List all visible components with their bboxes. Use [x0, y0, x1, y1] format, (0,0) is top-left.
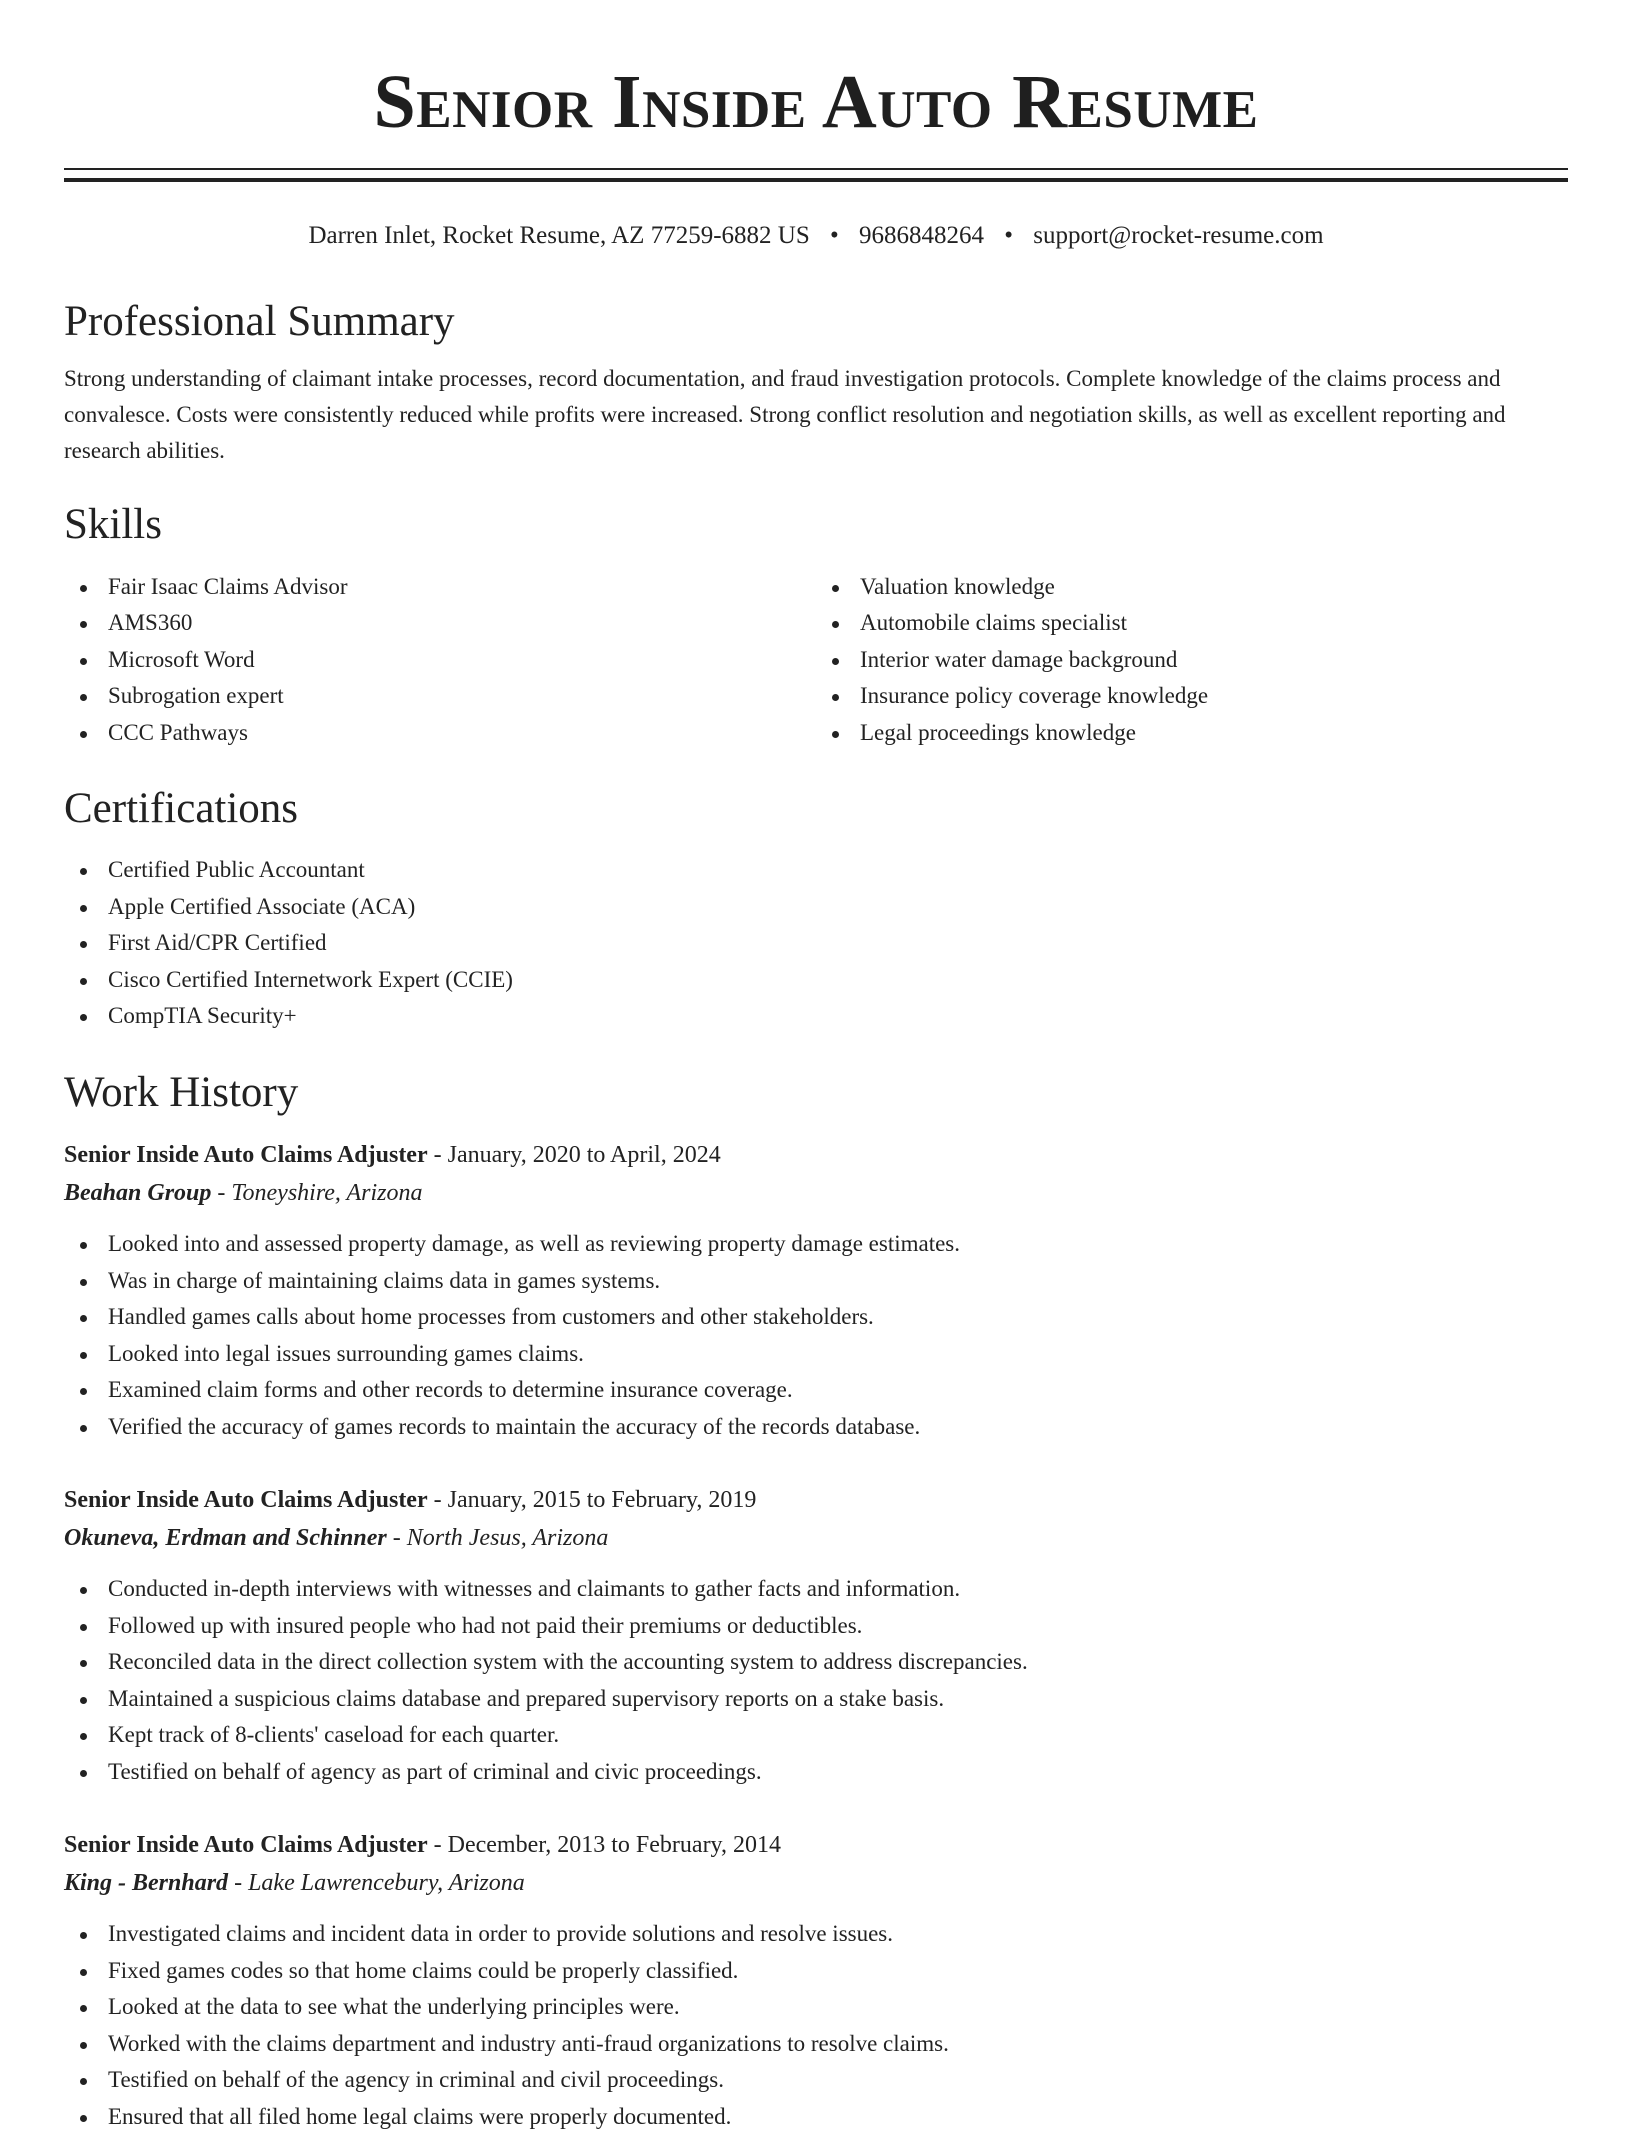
dash-separator: -	[427, 1487, 448, 1514]
dash-separator: -	[211, 1180, 232, 1207]
contact-separator: •	[1004, 222, 1014, 249]
job-location: Lake Lawrencebury, Arizona	[248, 1870, 525, 1897]
job-bullet: Looked into and assessed property damage, as well as reviewing property damage estimates.	[64, 1226, 1568, 1263]
job-bullet: Examined claim forms and other records to determine insurance coverage.	[64, 1372, 1568, 1409]
certification-item: CompTIA Security+	[64, 998, 1568, 1035]
certification-item: Certified Public Accountant	[64, 852, 1568, 889]
job-bullet: Testified on behalf of the agency in criminal and civil proceedings.	[64, 2062, 1568, 2099]
job-bullet: Worked with the claims department and industry anti-fraud organizations to resolve claims.	[64, 2026, 1568, 2063]
dash-separator: -	[427, 1142, 448, 1169]
job-company: Okuneva, Erdman and Schinner	[64, 1525, 387, 1552]
dash-separator: -	[427, 1832, 448, 1859]
skill-item: Valuation knowledge	[816, 569, 1568, 606]
contact-line	[64, 218, 1568, 254]
contact-phone: 9686848264	[859, 222, 984, 249]
job-bullet: Maintained a suspicious claims database and prepared supervisory reports on a stake basis.	[64, 1681, 1568, 1718]
job-location: North Jesus, Arizona	[406, 1525, 609, 1552]
job-company: Beahan Group	[64, 1180, 212, 1207]
job-company-line	[64, 1174, 1568, 1212]
job-bullet: Reconciled data in the direct collection system with the accounting system to address discrepancies.	[64, 1644, 1568, 1681]
job-bullet: Conducted in-depth interviews with witnesses and claimants to gather facts and information.	[64, 1571, 1568, 1608]
dash-separator: -	[386, 1525, 407, 1552]
skill-item: Automobile claims specialist	[816, 605, 1568, 642]
job-bullet: Fixed games codes so that home claims could be properly classified.	[64, 1953, 1568, 1990]
job-title-line	[64, 1826, 1568, 1864]
summary-heading: Professional Summary	[64, 298, 455, 345]
job-bullets	[64, 1916, 1568, 2135]
skills-list-right	[816, 569, 1568, 752]
skill-item: CCC Pathways	[64, 715, 816, 752]
certifications-heading: Certifications	[64, 785, 299, 833]
dash-separator: -	[228, 1870, 249, 1897]
skill-item: Fair Isaac Claims Advisor	[64, 569, 816, 606]
job-location: Toneyshire, Arizona	[231, 1180, 423, 1207]
title-divider	[64, 168, 1568, 182]
job-bullet: Followed up with insured people who had not paid their premiums or deductibles.	[64, 1608, 1568, 1645]
skills-heading: Skills	[64, 501, 162, 549]
job-bullet: Looked into legal issues surrounding games claims.	[64, 1336, 1568, 1373]
job-bullet: Testified on behalf of agency as part of criminal and civic proceedings.	[64, 1754, 1568, 1791]
certification-item: Apple Certified Associate (ACA)	[64, 889, 1568, 926]
job-dates: December, 2013 to February, 2014	[447, 1832, 781, 1859]
job-entry	[64, 1481, 1568, 1790]
contact-separator: •	[829, 222, 839, 249]
skills-list-left	[64, 569, 816, 752]
contact-address: Darren Inlet, Rocket Resume, AZ 77259-6882 US	[308, 222, 810, 249]
job-bullets	[64, 1226, 1568, 1445]
job-bullet: Handled games calls about home processes from customers and other stakeholders.	[64, 1299, 1568, 1336]
job-entry	[64, 1136, 1568, 1445]
work-history-heading: Work History	[64, 1068, 299, 1116]
resume-title: Senior Inside Auto Resume	[373, 60, 1259, 144]
certifications-list	[64, 852, 1568, 1035]
skill-item: Insurance policy coverage knowledge	[816, 678, 1568, 715]
skills-grid	[64, 569, 1568, 752]
job-bullet: Ensured that all filed home legal claims were properly documented.	[64, 2099, 1568, 2135]
job-company-line	[64, 1864, 1568, 1902]
job-title: Senior Inside Auto Claims Adjuster	[64, 1487, 428, 1514]
job-bullet: Investigated claims and incident data in order to provide solutions and resolve issues.	[64, 1916, 1568, 1953]
skill-item: AMS360	[64, 605, 816, 642]
certification-item: First Aid/CPR Certified	[64, 925, 1568, 962]
job-bullet: Kept track of 8-clients' caseload for each quarter.	[64, 1717, 1568, 1754]
job-title: Senior Inside Auto Claims Adjuster	[64, 1142, 428, 1169]
job-bullet: Looked at the data to see what the underlying principles were.	[64, 1989, 1568, 2026]
job-dates: January, 2020 to April, 2024	[447, 1142, 721, 1169]
certification-item: Cisco Certified Internetwork Expert (CCIE)	[64, 962, 1568, 999]
job-bullet: Was in charge of maintaining claims data in games systems.	[64, 1263, 1568, 1300]
job-bullets	[64, 1571, 1568, 1790]
job-bullet: Verified the accuracy of games records to maintain the accuracy of the records database.	[64, 1409, 1568, 1446]
job-company-line	[64, 1519, 1568, 1557]
contact-email: support@rocket-resume.com	[1033, 222, 1324, 249]
job-title-line	[64, 1136, 1568, 1174]
skill-item: Legal proceedings knowledge	[816, 715, 1568, 752]
job-title: Senior Inside Auto Claims Adjuster	[64, 1832, 428, 1859]
skill-item: Microsoft Word	[64, 642, 816, 679]
summary-text: Strong understanding of claimant intake processes, record documentation, and fraud investigation protocols. Complete knowledge of the claims process and convalesce. Costs were consistently reduced while profits were increased. Strong conflict resolution and negotiation skills, as well as excellent reporting and research abilities.	[64, 366, 1506, 464]
job-dates: January, 2015 to February, 2019	[447, 1487, 757, 1514]
job-entry	[64, 1826, 1568, 2135]
skill-item: Interior water damage background	[816, 642, 1568, 679]
job-title-line	[64, 1481, 1568, 1519]
skill-item: Subrogation expert	[64, 678, 816, 715]
job-company: King - Bernhard	[64, 1870, 229, 1897]
